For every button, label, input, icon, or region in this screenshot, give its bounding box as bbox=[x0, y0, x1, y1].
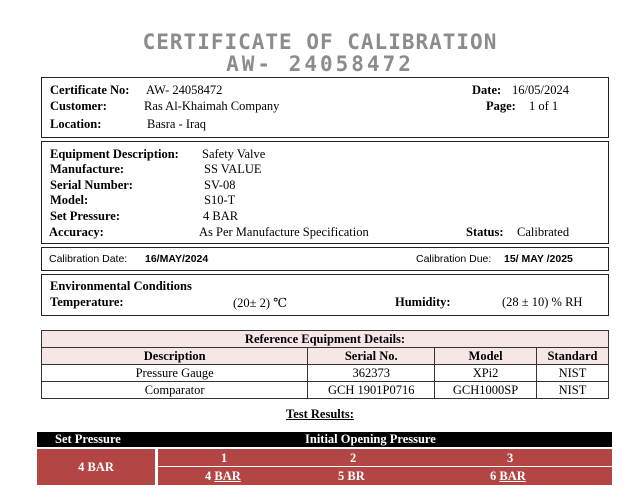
serial-number-label: Serial Number: bbox=[50, 178, 133, 192]
model-value: S10-T bbox=[204, 193, 236, 207]
set-pressure-cell bbox=[37, 449, 155, 485]
calibration-date-label: Calibration Date: bbox=[49, 253, 128, 265]
equipment-description-label: Equipment Description: bbox=[50, 147, 179, 161]
trial-value: 4 BAR bbox=[205, 469, 241, 483]
status-label: Status: bbox=[466, 225, 504, 239]
calibration-due-label: Calibration Due: bbox=[416, 253, 492, 265]
column-header-standard: Standard bbox=[537, 348, 609, 365]
test-results-heading: Test Results: bbox=[286, 407, 354, 421]
equipment-description-value: Safety Valve bbox=[202, 147, 266, 161]
temperature-label: Temperature: bbox=[50, 295, 124, 309]
trial-number: 1 bbox=[221, 451, 228, 465]
set-pressure-value: 4 BAR bbox=[203, 209, 239, 223]
environment-box bbox=[41, 274, 609, 316]
info-box bbox=[41, 77, 609, 138]
model-label: Model: bbox=[50, 193, 89, 207]
results-header-bar bbox=[37, 432, 612, 447]
column-header-serial: Serial No. bbox=[308, 348, 435, 365]
status-value: Calibrated bbox=[517, 225, 570, 239]
page-label: Page: bbox=[486, 99, 516, 113]
manufacture-value: SS VALUE bbox=[204, 162, 262, 176]
humidity-value: (28 ± 10) % RH bbox=[502, 295, 583, 309]
certificate-value: AW- 24058472 bbox=[146, 83, 223, 97]
table-cell: NIST bbox=[537, 382, 609, 399]
table-cell: 362373 bbox=[308, 365, 435, 382]
calibration-box bbox=[41, 247, 609, 271]
set-pressure-result: 4 BAR bbox=[78, 460, 114, 474]
table-cell: Comparator bbox=[42, 382, 308, 399]
table-cell: GCH 1901P0716 bbox=[308, 382, 435, 399]
calibration-date-value: 16/MAY/2024 bbox=[145, 253, 209, 265]
table-cell: GCH1000SP bbox=[435, 382, 537, 399]
humidity-label: Humidity: bbox=[395, 295, 451, 309]
table-row bbox=[42, 382, 609, 399]
trial-number: 2 bbox=[350, 451, 357, 465]
manufacture-label: Manufacture: bbox=[50, 162, 125, 176]
trial-number: 3 bbox=[507, 451, 514, 465]
set-pressure-header: Set Pressure bbox=[55, 432, 121, 446]
calibration-due-value: 15/ MAY /2025 bbox=[504, 253, 573, 265]
accuracy-value: As Per Manufacture Specification bbox=[199, 225, 369, 239]
trial-number-row bbox=[158, 449, 612, 466]
date-value: 16/05/2024 bbox=[512, 83, 569, 97]
temperature-value: (20± 2) ℃ bbox=[233, 296, 288, 310]
table-cell: Pressure Gauge bbox=[42, 365, 308, 382]
table-cell: NIST bbox=[537, 365, 609, 382]
trial-value: 6 BAR bbox=[490, 469, 526, 483]
certificate-title: CERTIFICATE OF CALIBRATION bbox=[142, 30, 498, 54]
initial-opening-header: Initial Opening Pressure bbox=[305, 432, 436, 446]
certificate-label: Certificate No: bbox=[50, 83, 130, 97]
customer-label: Customer: bbox=[50, 99, 107, 113]
page-value: 1 of 1 bbox=[529, 99, 559, 113]
location-value: Basra - Iraq bbox=[147, 117, 206, 131]
column-header-model: Model bbox=[435, 348, 537, 365]
location-label: Location: bbox=[50, 117, 102, 131]
column-header-description: Description bbox=[42, 348, 308, 365]
environment-heading: Environmental Conditions bbox=[50, 279, 192, 293]
reference-equipment-table bbox=[41, 330, 609, 399]
trial-value-row bbox=[158, 467, 612, 485]
certificate-number-title: AW- 24058472 bbox=[226, 52, 414, 76]
accuracy-label: Accuracy: bbox=[49, 225, 104, 239]
reference-heading: Reference Equipment Details: bbox=[42, 331, 609, 348]
date-label: Date: bbox=[472, 83, 502, 97]
table-row bbox=[42, 365, 609, 382]
set-pressure-label: Set Pressure: bbox=[50, 209, 121, 223]
trial-value: 5 BR bbox=[338, 469, 365, 483]
equipment-box bbox=[41, 141, 609, 244]
serial-number-value: SV-08 bbox=[204, 178, 236, 192]
customer-value: Ras Al-Khaimah Company bbox=[144, 99, 280, 113]
table-cell: XPi2 bbox=[435, 365, 537, 382]
